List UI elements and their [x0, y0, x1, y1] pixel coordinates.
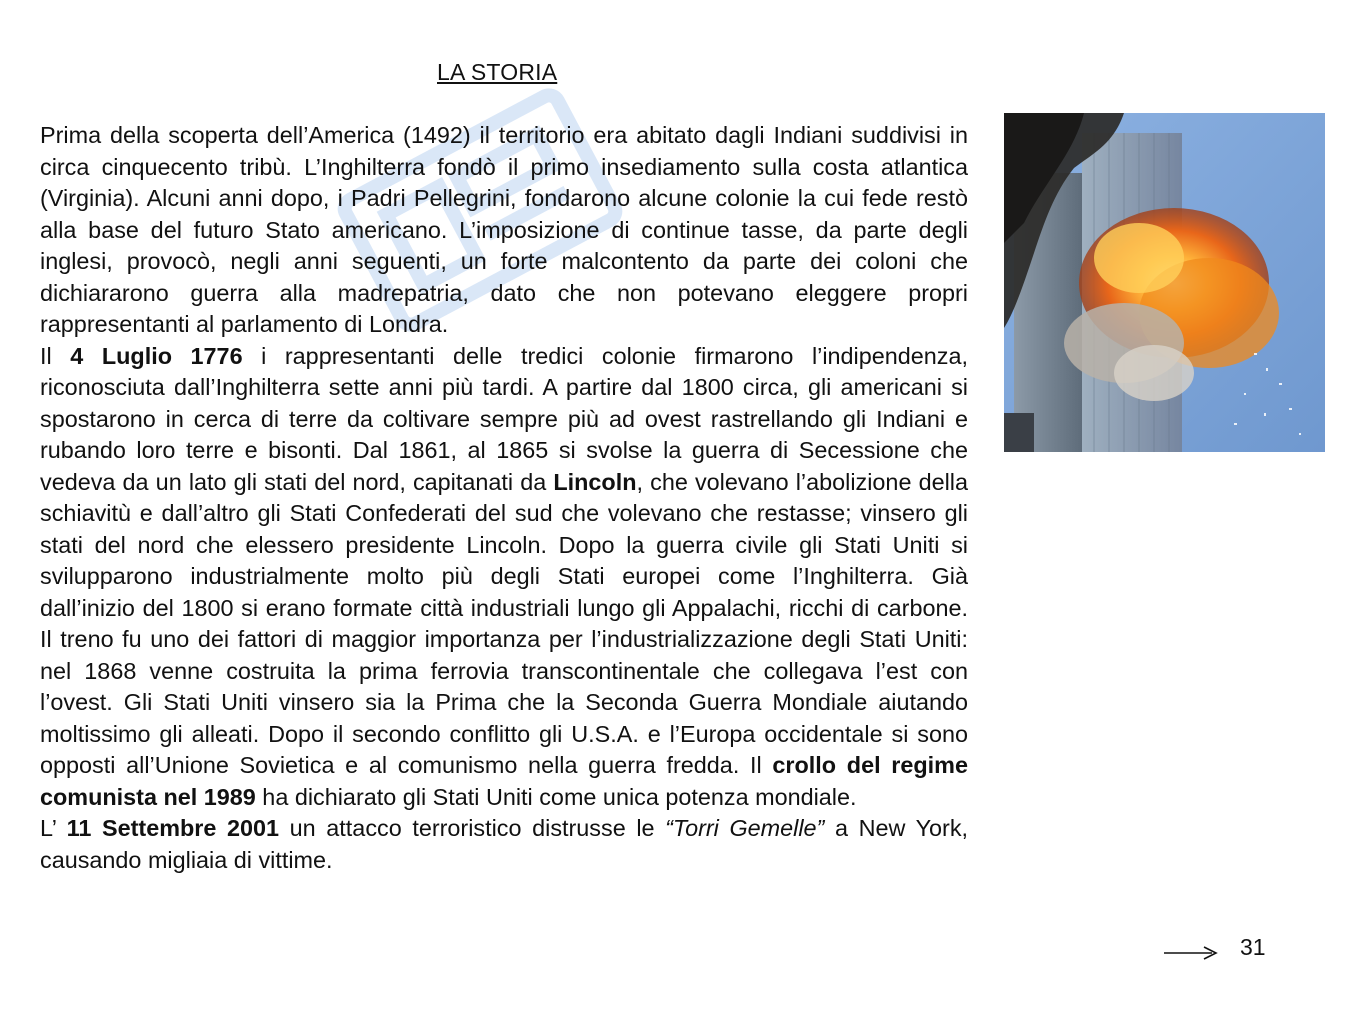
paragraph	[40, 120, 968, 341]
text-segment: L’	[40, 815, 67, 841]
text-segment: crollo del regime comunista nel 1989	[40, 752, 968, 810]
twin-towers-attack-photo	[1004, 113, 1325, 452]
text-segment: a New York, causando migliaia di vittime.	[40, 815, 969, 873]
text-segment: “Torri Gemelle”	[665, 815, 825, 841]
paragraph	[40, 341, 968, 814]
text-segment: un attacco terroristico distrusse le	[279, 815, 666, 841]
body-text	[40, 120, 968, 876]
text-segment: 4 Luglio 1776	[70, 342, 243, 369]
text-segment: ha dichiarato gli Stati Uniti come unica potenza mondiale.	[255, 783, 857, 810]
page-title: LA STORIA	[437, 59, 558, 85]
text-segment: i rappresentanti delle tredici colonie firmarono l’indipendenza, riconosciuta dall’Inghilterra sette anni più tardi. A partire dal 1800 circa, gli americani si spostarono in cerca di terre da coltivare sempre più ad ovest rastrellando gli Indiani e rubando loro terre e bisonti. Dal 1861, al 1865 si svolse la guerra di Secessione che vedeva da un lato gli stati del nord, capitanati da	[40, 342, 968, 495]
text-segment: , che volevano l’abolizione della schiavitù e dall’altro gli Stati Confederati del sud che volevano che restasse; vinsero gli stati del nord che elessero presidente Lincoln. Dopo la guerra civile gli Stati Uniti si svilupparono industrialmente molto più degli Stati europei come l’Inghilterra. Già dall’inizio del 1800 si erano formate città industriali lungo gli Appalachi, ricchi di carbone. Il treno fu uno dei fattori di maggior importanza per l’industrializzazione degli Stati Uniti: nel 1868 venne costruita la prima ferrovia transcontinentale che collegava l’est con l’ovest. Gli Stati Uniti vinsero sia la Prima che la Seconda Guerra Mondiale aiutando moltissimo gli alleati. Dopo il secondo conflitto gli U.S.A. e l’Europa occidentale si sono opposti all’Unione Sovietica e al comunismo nella guerra fredda. Il	[40, 468, 968, 778]
page-number: 31	[1240, 934, 1266, 960]
text-segment: Prima della scoperta dell’America (1492) il territorio era abitato dagli Indiani suddivisi in circa cinquecento tribù. L’Inghilterra fondò il primo insediamento sulla costa atlantica (Virginia). Alcuni anni dopo, i Padri Pellegrini, fondarono alcune colonie la cui fede restò alla base del futuro Stato americano. L’imposizione di continue tasse, da parte degli inglesi, provocò, negli anni seguenti, un forte malcontento da parte dei coloni che dichiararono guerra alla madrepatria, dato che non potevano eleggere propri rappresentanti al parlamento di Londra.	[40, 122, 968, 337]
text-segment: Lincoln	[553, 468, 637, 495]
right-arrow-icon[interactable]	[1162, 942, 1220, 964]
paragraph	[40, 813, 968, 876]
text-segment: 11 Settembre 2001	[66, 815, 280, 841]
text-segment: Il	[40, 342, 71, 369]
